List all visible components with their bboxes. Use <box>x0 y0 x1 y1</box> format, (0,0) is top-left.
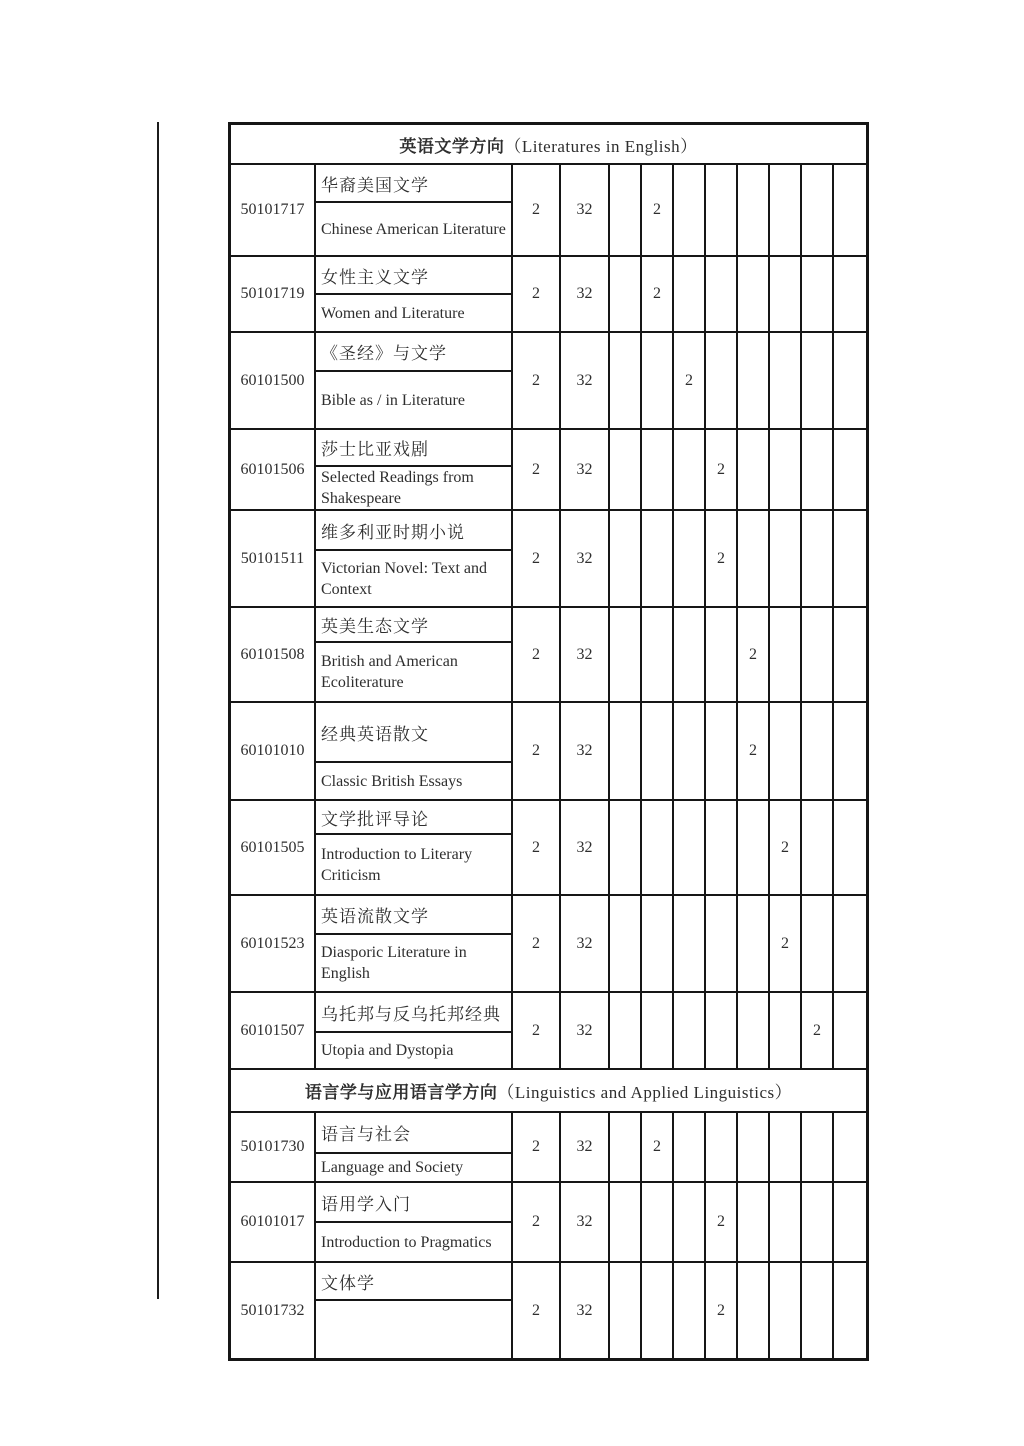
semester-cell-8 <box>834 430 866 509</box>
semester-cell-1 <box>610 993 642 1068</box>
course-hours: 32 <box>561 896 610 991</box>
course-name-cn: 英语流散文学 <box>316 896 511 935</box>
course-code: 50101717 <box>231 165 316 255</box>
semester-cell-2-weekly-hours: 2 <box>642 257 674 331</box>
course-row <box>231 993 866 1070</box>
course-name <box>316 1263 513 1358</box>
course-name-cn: 文体学 <box>316 1263 511 1301</box>
course-name-en: Classic British Essays <box>321 772 463 790</box>
course-credits: 2 <box>513 608 561 701</box>
semester-cell-2-weekly-hours: 2 <box>642 165 674 255</box>
course-name-en: Bible as / in Literature <box>321 391 465 409</box>
semester-cell-6 <box>770 257 802 331</box>
semester-cell-5 <box>738 1113 770 1181</box>
course-row <box>231 333 866 430</box>
course-credits: 2 <box>513 896 561 991</box>
semester-cell-1 <box>610 333 642 428</box>
course-credits: 2 <box>513 257 561 331</box>
semester-cell-4 <box>706 896 738 991</box>
course-name-cn: 华裔美国文学 <box>316 165 511 203</box>
semester-cell-4 <box>706 333 738 428</box>
semester-cell-7 <box>802 511 834 606</box>
semester-cell-8 <box>834 608 866 701</box>
semester-cell-8 <box>834 257 866 331</box>
course-code: 60101506 <box>231 430 316 509</box>
semester-cell-5 <box>738 430 770 509</box>
page-margin-line <box>157 122 159 1299</box>
semester-cell-3-weekly-hours: 2 <box>674 333 706 428</box>
course-credits: 2 <box>513 165 561 255</box>
section-title-cn: 英语文学方向 <box>399 136 505 156</box>
semester-cell-2 <box>642 511 674 606</box>
semester-cell-4-weekly-hours: 2 <box>706 430 738 509</box>
semester-cell-8 <box>834 1183 866 1261</box>
semester-cell-4-weekly-hours: 2 <box>706 1263 738 1358</box>
course-name-cn: 英美生态文学 <box>316 608 511 643</box>
semester-cell-1 <box>610 257 642 331</box>
course-row <box>231 257 866 333</box>
course-credits: 2 <box>513 511 561 606</box>
course-credits: 2 <box>513 993 561 1068</box>
semester-cell-7 <box>802 703 834 799</box>
course-name <box>316 430 513 509</box>
semester-cell-1 <box>610 608 642 701</box>
course-hours: 32 <box>561 608 610 701</box>
semester-cell-1 <box>610 1183 642 1261</box>
course-code: 60101010 <box>231 703 316 799</box>
semester-cell-8 <box>834 993 866 1068</box>
semester-cell-6-weekly-hours: 2 <box>770 801 802 894</box>
course-name <box>316 257 513 331</box>
course-name <box>316 511 513 606</box>
semester-cell-3 <box>674 1263 706 1358</box>
course-credits: 2 <box>513 430 561 509</box>
semester-cell-8 <box>834 801 866 894</box>
semester-cell-2 <box>642 608 674 701</box>
course-name <box>316 703 513 799</box>
course-name <box>316 993 513 1068</box>
course-credits: 2 <box>513 333 561 428</box>
semester-cell-4 <box>706 993 738 1068</box>
section-title-en: （Linguistics and Applied Linguistics） <box>497 1083 793 1102</box>
course-credits: 2 <box>513 1113 561 1181</box>
course-name <box>316 1183 513 1261</box>
semester-cell-3 <box>674 993 706 1068</box>
section-header <box>231 1070 866 1113</box>
semester-cell-5 <box>738 993 770 1068</box>
course-name-en: Diasporic Literature in English <box>321 944 467 982</box>
section-title-cn: 语言学与应用语言学方向 <box>304 1083 498 1102</box>
course-row <box>231 1113 866 1183</box>
course-credits: 2 <box>513 1183 561 1261</box>
course-credits: 2 <box>513 1263 561 1358</box>
semester-cell-2 <box>642 333 674 428</box>
semester-cell-4 <box>706 801 738 894</box>
semester-cell-6 <box>770 511 802 606</box>
semester-cell-1 <box>610 801 642 894</box>
course-hours: 32 <box>561 511 610 606</box>
semester-cell-2 <box>642 993 674 1068</box>
semester-cell-1 <box>610 430 642 509</box>
course-code: 60101507 <box>231 993 316 1068</box>
course-row <box>231 896 866 993</box>
course-name-cn: 莎士比亚戏剧 <box>316 430 511 467</box>
semester-cell-8 <box>834 1113 866 1181</box>
course-name-cn: 语用学入门 <box>316 1183 511 1223</box>
page-content-region <box>0 122 1024 1319</box>
semester-cell-5-weekly-hours: 2 <box>738 608 770 701</box>
course-name <box>316 165 513 255</box>
course-name-en: Introduction to Pragmatics <box>321 1233 492 1251</box>
semester-cell-3 <box>674 511 706 606</box>
semester-cell-5 <box>738 1263 770 1358</box>
semester-cell-2 <box>642 703 674 799</box>
semester-cell-2 <box>642 896 674 991</box>
semester-cell-2 <box>642 801 674 894</box>
course-table <box>228 122 869 1361</box>
semester-cell-6 <box>770 993 802 1068</box>
course-name-en: Women and Literature <box>321 304 465 322</box>
course-name-cn: 《圣经》与文学 <box>316 333 511 372</box>
course-name <box>316 333 513 428</box>
semester-cell-3 <box>674 1113 706 1181</box>
semester-cell-8 <box>834 1263 866 1358</box>
semester-cell-6 <box>770 1263 802 1358</box>
semester-cell-1 <box>610 703 642 799</box>
semester-cell-7 <box>802 1263 834 1358</box>
semester-cell-4-weekly-hours: 2 <box>706 511 738 606</box>
semester-cell-1 <box>610 1263 642 1358</box>
course-name <box>316 1113 513 1181</box>
course-name-en: Selected Readings from Shakespeare <box>321 469 474 507</box>
course-name-en: British and American Ecoliterature <box>321 653 458 691</box>
course-hours: 32 <box>561 1263 610 1358</box>
semester-cell-5 <box>738 257 770 331</box>
course-name-cn: 经典英语散文 <box>316 703 511 763</box>
semester-cell-7 <box>802 608 834 701</box>
course-code: 50101511 <box>231 511 316 606</box>
section-title-en: （Literatures in English） <box>504 136 698 156</box>
course-name-en: Victorian Novel: Text and Context <box>321 559 488 598</box>
course-name <box>316 608 513 701</box>
course-row <box>231 608 866 703</box>
course-code: 60101523 <box>231 896 316 991</box>
semester-cell-2-weekly-hours: 2 <box>642 1113 674 1181</box>
semester-cell-7 <box>802 896 834 991</box>
course-name-cn: 女性主义文学 <box>316 257 511 295</box>
semester-cell-5 <box>738 1183 770 1261</box>
semester-cell-4 <box>706 165 738 255</box>
semester-cell-6 <box>770 608 802 701</box>
course-code: 50101719 <box>231 257 316 331</box>
semester-cell-3 <box>674 1183 706 1261</box>
semester-cell-5-weekly-hours: 2 <box>738 703 770 799</box>
semester-cell-4 <box>706 1113 738 1181</box>
semester-cell-7 <box>802 333 834 428</box>
course-name-en <box>316 1301 511 1358</box>
semester-cell-6 <box>770 1183 802 1261</box>
semester-cell-4 <box>706 257 738 331</box>
semester-cell-8 <box>834 165 866 255</box>
semester-cell-4 <box>706 703 738 799</box>
semester-cell-5 <box>738 165 770 255</box>
course-name-cn: 语言与社会 <box>316 1113 511 1154</box>
semester-cell-6 <box>770 703 802 799</box>
course-name <box>316 801 513 894</box>
semester-cell-6-weekly-hours: 2 <box>770 896 802 991</box>
semester-cell-3 <box>674 430 706 509</box>
course-code: 60101508 <box>231 608 316 701</box>
semester-cell-8 <box>834 703 866 799</box>
semester-cell-7 <box>802 165 834 255</box>
course-code: 50101730 <box>231 1113 316 1181</box>
semester-cell-5 <box>738 896 770 991</box>
semester-cell-5 <box>738 511 770 606</box>
semester-cell-1 <box>610 165 642 255</box>
course-name <box>316 896 513 991</box>
semester-cell-8 <box>834 333 866 428</box>
course-hours: 32 <box>561 257 610 331</box>
course-hours: 32 <box>561 801 610 894</box>
course-hours: 32 <box>561 430 610 509</box>
course-hours: 32 <box>561 993 610 1068</box>
semester-cell-6 <box>770 165 802 255</box>
semester-cell-7-weekly-hours: 2 <box>802 993 834 1068</box>
semester-cell-1 <box>610 896 642 991</box>
semester-cell-5 <box>738 801 770 894</box>
course-code: 50101732 <box>231 1263 316 1358</box>
semester-cell-2 <box>642 1183 674 1261</box>
semester-cell-1 <box>610 1113 642 1181</box>
course-row <box>231 1263 866 1358</box>
semester-cell-7 <box>802 430 834 509</box>
course-hours: 32 <box>561 333 610 428</box>
semester-cell-3 <box>674 703 706 799</box>
course-row <box>231 801 866 896</box>
course-hours: 32 <box>561 1113 610 1181</box>
semester-cell-6 <box>770 1113 802 1181</box>
course-name-cn: 文学批评导论 <box>316 801 511 835</box>
semester-cell-4 <box>706 608 738 701</box>
course-name-en: Utopia and Dystopia <box>321 1042 454 1059</box>
semester-cell-2 <box>642 430 674 509</box>
course-code: 60101500 <box>231 333 316 428</box>
semester-cell-7 <box>802 1183 834 1261</box>
semester-cell-5 <box>738 333 770 428</box>
course-name-cn: 乌托邦与反乌托邦经典 <box>316 993 511 1033</box>
semester-cell-3 <box>674 801 706 894</box>
semester-cell-7 <box>802 257 834 331</box>
semester-cell-8 <box>834 896 866 991</box>
course-row <box>231 165 866 257</box>
course-row <box>231 703 866 801</box>
course-hours: 32 <box>561 1183 610 1261</box>
course-hours: 32 <box>561 703 610 799</box>
semester-cell-4-weekly-hours: 2 <box>706 1183 738 1261</box>
course-row <box>231 1183 866 1263</box>
semester-cell-6 <box>770 333 802 428</box>
course-name-en: Chinese American Literature <box>321 220 506 238</box>
semester-cell-2 <box>642 1263 674 1358</box>
semester-cell-3 <box>674 165 706 255</box>
semester-cell-1 <box>610 511 642 606</box>
section-header <box>231 125 866 165</box>
semester-cell-7 <box>802 1113 834 1181</box>
semester-cell-6 <box>770 430 802 509</box>
semester-cell-3 <box>674 896 706 991</box>
course-code: 60101505 <box>231 801 316 894</box>
semester-cell-8 <box>834 511 866 606</box>
semester-cell-3 <box>674 257 706 331</box>
course-row <box>231 511 866 608</box>
semester-cell-7 <box>802 801 834 894</box>
course-hours: 32 <box>561 165 610 255</box>
course-name-en: Language and Society <box>321 1159 464 1176</box>
semester-cell-3 <box>674 608 706 701</box>
course-credits: 2 <box>513 703 561 799</box>
course-code: 60101017 <box>231 1183 316 1261</box>
course-credits: 2 <box>513 801 561 894</box>
course-name-en: Introduction to Literary Criticism <box>321 845 473 884</box>
course-row <box>231 430 866 511</box>
course-name-cn: 维多利亚时期小说 <box>316 511 511 551</box>
